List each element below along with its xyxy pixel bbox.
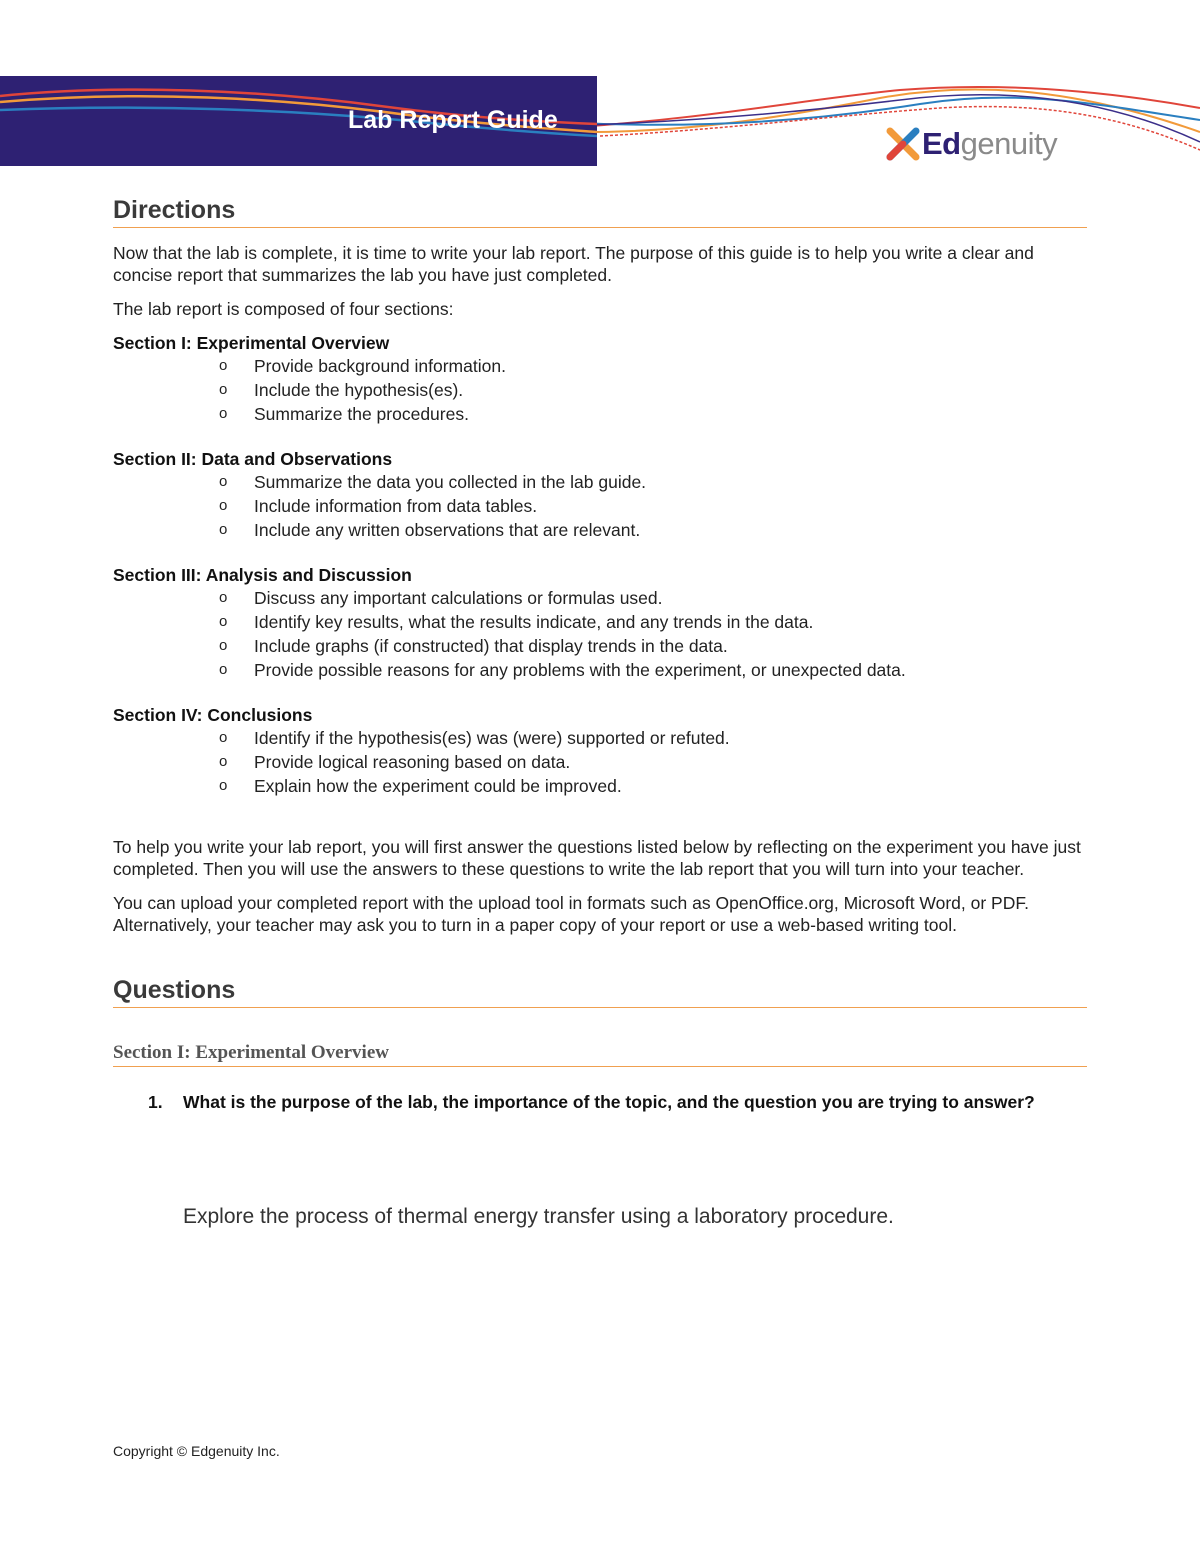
section-label: Section II: Data and Observations (113, 449, 393, 469)
list-item: o Identify if the hypothesis(es) was (were) supported or refuted. (219, 726, 1087, 750)
directions-composed: The lab report is composed of four sections: (113, 299, 454, 319)
logo-text: Edgenuity (922, 126, 1058, 161)
question-item (113, 1091, 1087, 1113)
page-title: Lab Report Guide (348, 106, 558, 134)
document-body (113, 196, 1087, 1229)
directions-intro: Now that the lab is complete, it is time to write your lab report. The purpose of this guide is to help you write a clear and concise report that summarizes the lab you have just completed. (113, 243, 1034, 285)
answer-text[interactable]: Explore the process of thermal energy transfer using a laboratory procedure. (183, 1205, 894, 1228)
list-item: o Include information from data tables. (219, 494, 1087, 518)
section-label: Section III: Analysis and Discussion (113, 565, 412, 585)
list-item: o Summarize the procedures. (219, 402, 1087, 426)
section-bullets (113, 726, 1087, 798)
list-item: o Include the hypothesis(es). (219, 378, 1087, 402)
section-block-1 (113, 332, 1087, 426)
list-item: o Summarize the data you collected in the lab guide. (219, 470, 1087, 494)
question-number: 1. (148, 1092, 163, 1112)
edgenuity-logo (886, 124, 1057, 164)
section-block-4 (113, 704, 1087, 798)
question-text: What is the purpose of the lab, the importance of the topic, and the question you are trying to answer? (183, 1092, 1035, 1112)
section-block-3 (113, 564, 1087, 682)
edgenuity-x-mark-icon (886, 127, 920, 161)
list-item: o Provide possible reasons for any problems with the experiment, or unexpected data. (219, 658, 1087, 682)
list-item: o Provide logical reasoning based on data. (219, 750, 1087, 774)
list-item: o Identify key results, what the results indicate, and any trends in the data. (219, 610, 1087, 634)
section-bullets (113, 354, 1087, 426)
section-bullets (113, 470, 1087, 542)
title-banner (0, 76, 597, 166)
list-item: o Include graphs (if constructed) that display trends in the data. (219, 634, 1087, 658)
questions-section-heading: Section I: Experimental Overview (113, 1042, 1087, 1067)
list-item: o Explain how the experiment could be improved. (219, 774, 1087, 798)
copyright-footer: Copyright © Edgenuity Inc. (113, 1443, 280, 1459)
list-item: o Include any written observations that are relevant. (219, 518, 1087, 542)
section-block-2 (113, 448, 1087, 542)
list-item: o Discuss any important calculations or formulas used. (219, 586, 1087, 610)
help-text: To help you write your lab report, you will first answer the questions listed below by reflecting on the experiment you have just completed. Then you will use the answers to these questions to write the lab report that you will turn into your teacher. (113, 837, 1081, 879)
questions-heading: Questions (113, 976, 1087, 1008)
upload-text: You can upload your completed report with the upload tool in formats such as OpenOffice.org, Microsoft Word, or PDF. Alternatively, your teacher may ask you to turn in a paper copy of your report or use a web-based writing tool. (113, 893, 1029, 935)
directions-heading: Directions (113, 196, 1087, 228)
section-label: Section I: Experimental Overview (113, 333, 390, 353)
section-label: Section IV: Conclusions (113, 705, 313, 725)
section-bullets (113, 586, 1087, 682)
list-item: o Provide background information. (219, 354, 1087, 378)
